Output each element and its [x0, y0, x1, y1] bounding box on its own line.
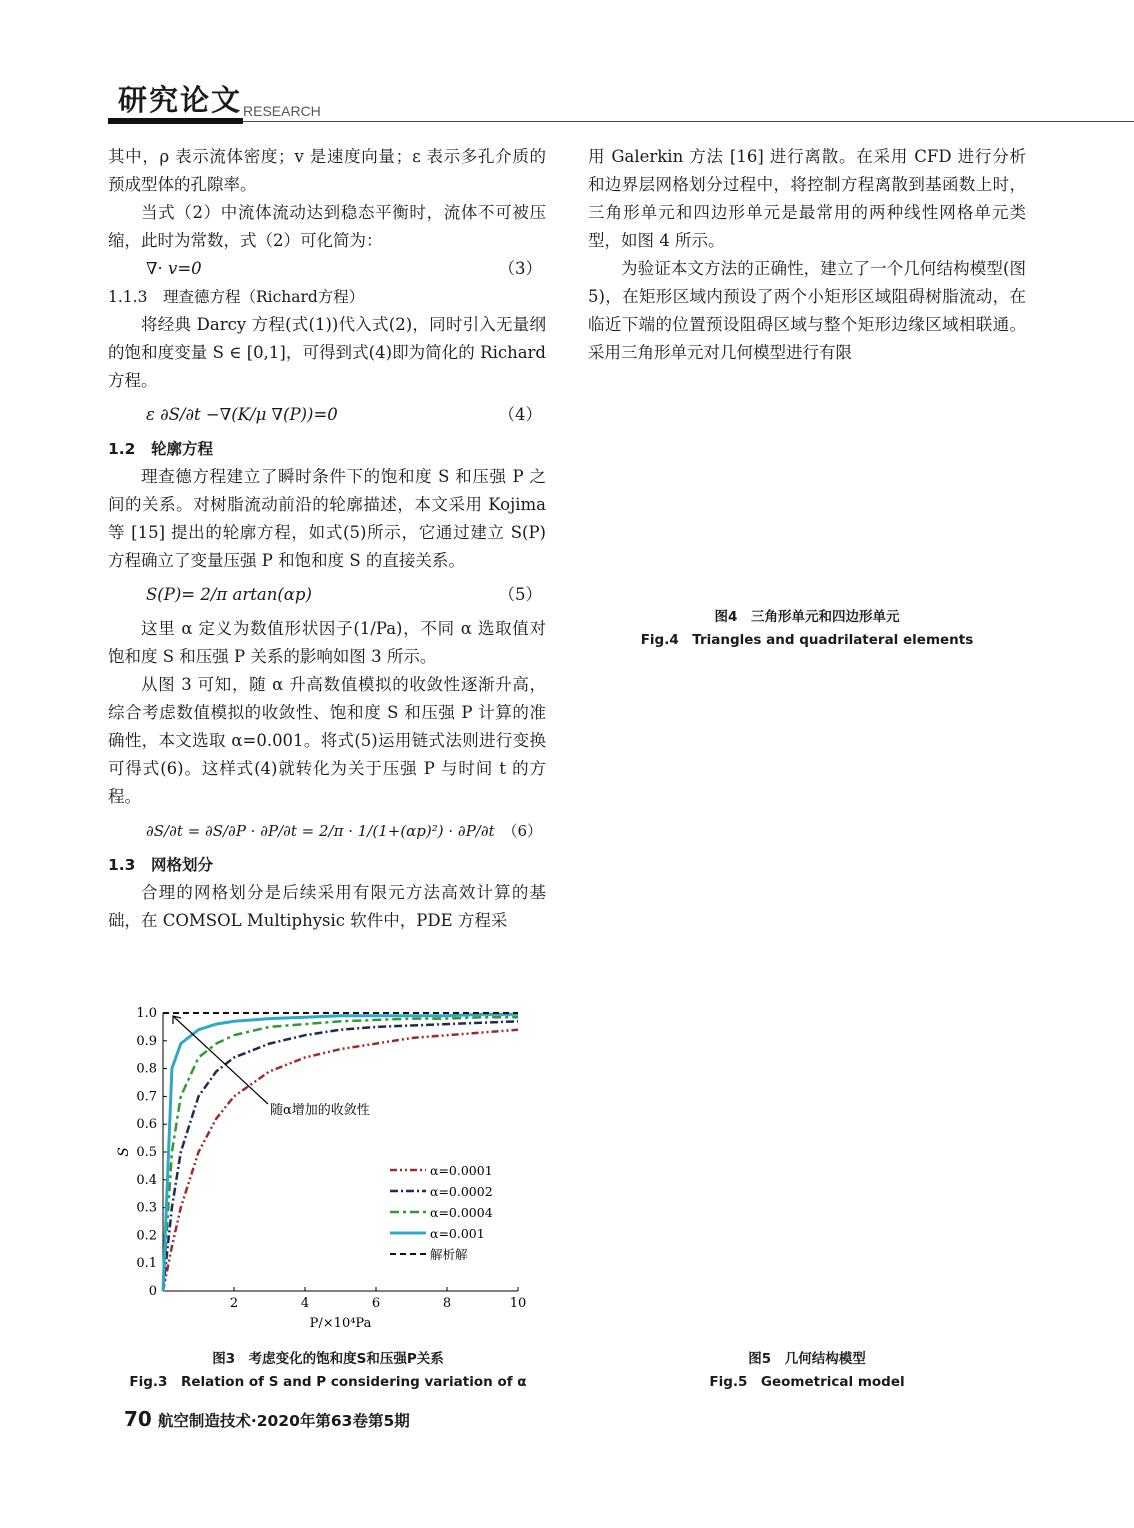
y-axis-label: S — [116, 1147, 132, 1157]
equation-5 — [108, 581, 546, 609]
paragraph: 理查德方程建立了瞬时条件下的饱和度 S 和压强 P 之间的关系。对树脂流动前沿的轮廓描述，本文采用 Kojima 等 [15] 提出的轮廓方程，如式(5)所示，它通过建立 S(P) 方程确立了变量压强 P 和饱和度 S 的直接关系。 — [108, 467, 546, 570]
y-tick-label: 0.5 — [136, 1145, 157, 1160]
caption-cn: 图4 三角形单元和四边形单元 — [714, 609, 900, 625]
y-tick-label: 0.6 — [136, 1117, 157, 1133]
page-number: 70 — [124, 1407, 152, 1431]
journal-section-title: 研究论文 — [118, 83, 243, 117]
journal-section-subtitle: RESEARCH — [243, 103, 321, 119]
caption-en: Fig.4 Triangles and quadrilateral elements — [640, 632, 974, 648]
section-heading: 1.3 网格划分 — [108, 856, 213, 874]
paragraph: 当式（2）中流体流动达到稳态平衡时，流体不可被压缩，此时为常数，式（2）可化简为： — [108, 203, 546, 250]
y-tick-label: 0.3 — [136, 1200, 157, 1216]
paragraph: 为验证本文方法的正确性，建立了一个几何结构模型(图 5)，在矩形区域内预设了两个小矩形区域阻碍树脂流动，在临近下端的位置预设阻碍区域与整个矩形边缘区域相联通。采用三角形单元对几何模型进行有限 — [588, 259, 1026, 362]
header-rule — [243, 121, 1134, 122]
section-heading: 1.2 轮廓方程 — [108, 440, 213, 458]
figure-3-chart — [108, 998, 548, 1328]
figure-4-caption — [588, 606, 1026, 652]
annotation-text: 随α增加的收敛性 — [270, 1103, 370, 1118]
y-tick-label: 0.4 — [136, 1172, 157, 1188]
x-axis-label: P/×10⁴Pa — [309, 1316, 372, 1328]
equation-number: （5） — [498, 585, 542, 604]
legend-label: α=0.0001 — [430, 1163, 493, 1178]
header-bar — [108, 118, 243, 124]
left-column — [108, 143, 546, 935]
paragraph: 将经典 Darcy 方程(式(1))代入式(2)，同时引入无量纲的饱和度变量 S ∈ [0,1]，可得到式(4)即为简化的 Richard 方程。 — [108, 315, 546, 390]
paragraph: 用 Galerkin 方法 [16] 进行离散。在采用 CFD 进行分析和边界层网格划分过程中，将控制方程离散到基函数上时，三角形单元和四边形单元是最常用的两种线性网格单元类型，如图 4 所示。 — [588, 147, 1026, 250]
x-tick-label: 6 — [371, 1296, 381, 1311]
y-tick-label: 0.9 — [136, 1033, 157, 1049]
y-tick-label: 0 — [148, 1284, 157, 1299]
y-tick-label: 0.2 — [136, 1228, 157, 1244]
journal-name: 航空制造技术·2020年第63卷第5期 — [157, 1412, 410, 1430]
y-tick-label: 1.0 — [136, 1006, 157, 1021]
caption-cn: 图5 几何结构模型 — [748, 1351, 866, 1367]
y-tick-label: 0.1 — [136, 1256, 157, 1272]
page-footer — [124, 1407, 410, 1431]
caption-en: Fig.5 Geometrical model — [709, 1374, 905, 1390]
x-tick-label: 4 — [300, 1296, 310, 1311]
x-tick-label: 8 — [442, 1296, 452, 1311]
equation-expr: ε ∂S/∂t −∇(K/μ ∇(P))=0 — [146, 405, 338, 424]
paragraph: 合理的网格划分是后续采用有限元方法高效计算的基础，在 COMSOL Multiphysic 软件中，PDE 方程采 — [108, 883, 546, 930]
y-tick-label: 0.7 — [136, 1089, 157, 1105]
paragraph: 从图 3 可知，随 α 升高数值模拟的收敛性逐渐升高，综合考虑数值模拟的收敛性、饱和度 S 和压强 P 计算的准确性，本文选取 α=0.001。将式(5)运用链式法则进行变换可得式(6)。这样式(4)就转化为关于压强 P 与时间 t 的方程。 — [108, 675, 546, 806]
x-tick-label: 2 — [229, 1296, 239, 1311]
equation-expr: ∂S/∂t = ∂S/∂P · ∂P/∂t = 2/π · 1/(1+(αp)²) · ∂P/∂t — [146, 822, 495, 840]
legend-label: α=0.0004 — [430, 1205, 493, 1220]
equation-3 — [108, 255, 546, 283]
paragraph: 这里 α 定义为数值形状因子(1/Pa)，不同 α 选取值对饱和度 S 和压强 P 关系的影响如图 3 所示。 — [108, 619, 546, 666]
figure-5-caption — [588, 1348, 1026, 1394]
legend-label: α=0.001 — [430, 1226, 485, 1241]
x-tick-label: 10 — [509, 1296, 527, 1311]
annotation-arrow — [173, 1016, 268, 1104]
caption-cn: 图3 考虑变化的饱和度S和压强P关系 — [212, 1351, 444, 1367]
equation-expr: S(P)= 2/π artan(αp) — [146, 585, 312, 604]
right-column — [588, 143, 1026, 367]
figure-3-caption — [108, 1348, 548, 1394]
y-tick-label: 0.8 — [136, 1061, 157, 1077]
caption-en: Fig.3 Relation of S and P considering variation of α — [129, 1374, 527, 1390]
equation-number: （6） — [502, 822, 542, 840]
section-heading: 1.1.3 理查德方程（Richard方程） — [108, 288, 365, 306]
paragraph: 其中，ρ 表示流体密度；v 是速度向量；ε 表示多孔介质的预成型体的孔隙率。 — [108, 147, 546, 194]
equation-6 — [108, 817, 546, 845]
legend-label: 解析解 — [430, 1247, 468, 1262]
equation-4 — [108, 401, 546, 429]
equation-number: （3） — [498, 259, 542, 278]
equation-number: （4） — [498, 405, 542, 424]
legend-label: α=0.0002 — [430, 1184, 493, 1199]
equation-expr: ∇· v=0 — [146, 259, 202, 278]
